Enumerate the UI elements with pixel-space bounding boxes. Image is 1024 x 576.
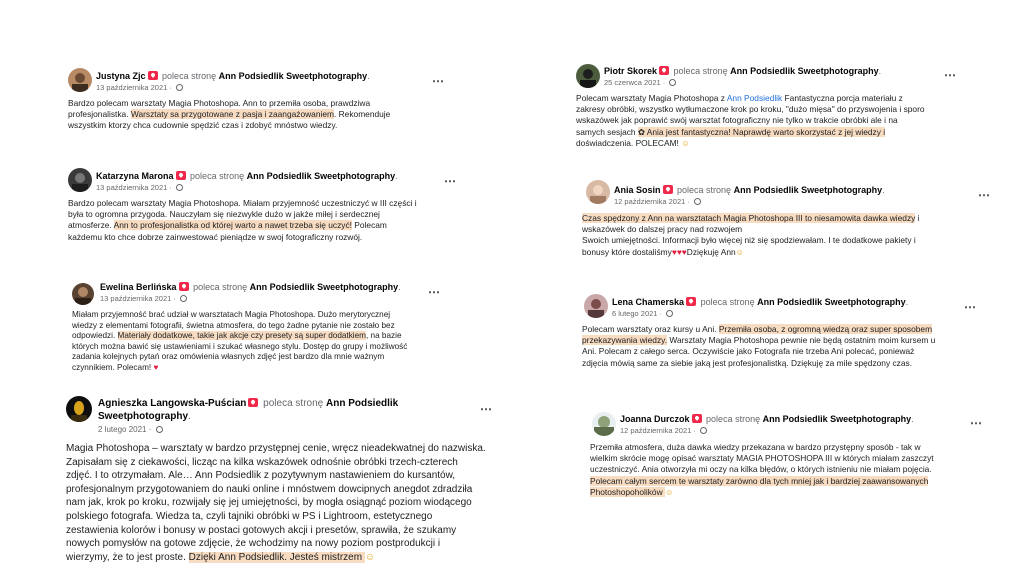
recommend-icon [179, 282, 189, 291]
text-segment: nam jak, krok po kroku, rozwijały się jej umiejętności, by mogła osiągnąć poziom wiodącego [66, 497, 472, 509]
review-line [72, 363, 407, 374]
review-line [66, 496, 486, 510]
recommends-text: poleca stronę [673, 66, 728, 76]
heart-emoji: ♥♥♥ [671, 246, 687, 257]
recommend-icon [148, 71, 158, 80]
recommends-text: poleca stronę [700, 297, 755, 307]
text-segment: Fantastyczna porcja materiału z [782, 93, 903, 103]
text-segment: wielkim skrócie mogę opisać warsztaty MAGIA PHOTOSHOPA III w których miałam zaszczyt [590, 453, 934, 464]
text-segment: . Rekomenduje [333, 109, 391, 120]
heart-emoji: ♥ [153, 362, 159, 372]
review-line [66, 524, 486, 538]
page-name[interactable]: Ann Podsiedlik [326, 398, 399, 409]
highlighted-text: Photoshopoholików [590, 486, 665, 497]
review-line [66, 456, 486, 470]
avatar[interactable] [586, 180, 610, 204]
text-segment: samych sesjach [576, 126, 638, 137]
review-text [582, 324, 935, 369]
text-segment: Swoich umiejętności. Informacji było więcej niż się spodziewałam. I te dodatkowe pakiety i [582, 235, 916, 246]
review-line [590, 476, 934, 487]
page-name[interactable]: Ann Podsiedlik Sweetphotography [762, 414, 912, 424]
text-segment: Bardzo polecam warsztaty Magia Photoshopa. Miałam przyjemność uczestniczyć w III części i [68, 198, 417, 208]
review-card-ania [578, 176, 1006, 268]
recommends-text: poleca stronę [190, 171, 245, 181]
post-date[interactable]: 6 lutego 2021 · [612, 309, 673, 319]
text-segment: była to ogromna przygoda. Nauczyłam się niezwykle dużo w jakże miłej i serdecznej [68, 209, 380, 220]
post-date[interactable]: 12 października 2021 · [620, 426, 707, 436]
recommend-icon [686, 297, 696, 306]
page-name[interactable]: Ann Podsiedlik Sweetphotography [730, 66, 879, 76]
author-name[interactable]: Ewelina Berlińska [100, 282, 177, 292]
recommend-icon [659, 66, 669, 75]
author-line [98, 397, 398, 410]
review-line [576, 138, 925, 149]
text-segment: profesjonalistka. [68, 109, 131, 120]
text-segment: czynnikiem. Polecam! [72, 362, 154, 372]
text-segment: Magia Photoshopa – warsztaty w bardzo przystępnej cenie, wręcz nieadekwatnej do nazwiska. [66, 443, 486, 454]
text-segment: każdemu kto chce dobrze zainwestować pieniądze w swoj fotograficzny rozwój. [68, 231, 363, 242]
globe-icon [176, 184, 183, 191]
author-line: Joanna Durczok poleca stronę Ann Podsiedlik Sweetphotography. [620, 414, 914, 424]
more-options-icon[interactable]: ⋯ [970, 416, 983, 430]
smile-emoji: ☺ [681, 137, 690, 148]
review-card-ewelina [60, 275, 460, 380]
text-segment: Polecam [351, 220, 387, 231]
recommend-icon [248, 398, 258, 407]
recommend-icon [176, 171, 186, 180]
author-name[interactable]: Agnieszka Langowska-Puścian [98, 398, 247, 409]
review-line [66, 483, 486, 497]
text-segment: Bardzo polecam warsztaty Magia Photoshopa. Ann to przemiła osoba, prawdziwa [68, 98, 371, 108]
recommends-text: poleca stronę [193, 282, 248, 292]
more-options-icon[interactable]: ⋯ [428, 285, 441, 299]
review-card-piotr [572, 58, 982, 158]
globe-icon [156, 426, 163, 433]
avatar[interactable] [584, 294, 608, 318]
review-line [576, 93, 925, 104]
text-segment: profesjonalnym przygotowaniem do nauki online i mnóstwem dowcipnych anegdot zdradziła [66, 483, 473, 495]
review-line [68, 209, 417, 220]
smile-emoji: ☺ [735, 246, 745, 257]
text-segment: , na bazie [366, 331, 402, 341]
mention-link[interactable]: Ann Podsiedlik [726, 93, 783, 103]
highlighted-text: Materiały dodatkowe, takie jak akcje czy presety są super dodatkiem [117, 331, 366, 341]
text-segment: doświadczenia. POLECAM! [576, 137, 682, 148]
text-segment: zestawienia kolorów i bonusy w postaci gotowych akcji i presetów, sprawiła, że szukamy [66, 524, 457, 536]
page-name[interactable]: Ann Podsiedlik Sweetphotography [757, 297, 906, 307]
review-text [72, 310, 407, 374]
text-segment: zadania kolejnych pytań oraz omówienia własnych zdjęć jest bardzo dla mnie ważnym [72, 352, 385, 362]
avatar[interactable] [68, 68, 92, 92]
more-options-icon[interactable]: ⋯ [480, 402, 493, 416]
globe-icon [694, 198, 701, 205]
text-segment: Miałam przyjemność brać udział w warsztatach Magia Photoshopa. Dużo merytorycznej [72, 310, 391, 319]
review-line [72, 342, 407, 353]
text-segment: Polecam warsztaty oraz kursy u Ani. [582, 324, 719, 334]
text-segment: zakresy obróbki, wszystko wytłumaczone krok po kroku, "dużo mięsa" do przyswojenia i sporo [576, 104, 925, 115]
review-line [582, 358, 935, 369]
more-options-icon[interactable]: ⋯ [964, 300, 977, 314]
globe-icon [176, 84, 183, 91]
avatar[interactable] [72, 283, 94, 305]
author-line: Justyna Zjc poleca stronę Ann Podsiedlik Sweetphotography. [96, 71, 370, 81]
author-line: Ania Sosin poleca stronę Ann Podsiedlik Sweetphotography. [614, 185, 885, 195]
avatar[interactable] [66, 396, 92, 422]
page-name[interactable]: Ann Podsiedlik Sweetphotography [246, 171, 396, 181]
review-line [72, 310, 407, 321]
review-line [68, 232, 417, 243]
highlighted-text: Czas spędzony z Ann na warsztatach Magia Photoshopa III to niesamowita dawka wiedzy [582, 213, 916, 223]
avatar[interactable] [68, 168, 92, 192]
review-line [582, 247, 920, 258]
text-segment: Polecam warsztaty Magia Photoshopa z [576, 93, 727, 103]
recommend-icon [692, 414, 702, 423]
review-card-joanna [588, 406, 1000, 516]
review-card-agnieszka [62, 390, 514, 576]
review-line [590, 442, 934, 453]
recommends-text: poleca stronę [706, 414, 761, 424]
more-options-icon[interactable]: ⋯ [444, 174, 457, 188]
review-line [66, 510, 486, 524]
author-name[interactable]: Justyna Zjc [96, 71, 146, 81]
text-segment: Warsztaty Magia Photoshopa pewnie nie będą ostatnim moim kursem u [667, 335, 936, 346]
text-segment: nowych pomysłów na gotowe zdjęcie, że wchodzimy na nowy poziom postprodukcji i [66, 538, 441, 550]
review-line [582, 324, 935, 335]
text-segment: wskazówek do dalszej pracy nad rozwojem [582, 224, 743, 235]
avatar[interactable] [576, 64, 600, 88]
globe-icon [669, 79, 676, 86]
text-segment: polskiego fotografa. Wiedza ta, czyli tajniki obróbki w PS i Lightroom, estetycznego [66, 510, 433, 522]
globe-icon [666, 310, 673, 317]
review-line [576, 127, 925, 138]
text-segment: Ani. Polecam z całego serca. Oczywiście jako Fotografa nie trzeba Ani polecać, ponieważ [582, 346, 915, 357]
text-segment: Zapisałam się z ciekawości, licząc na kilka wskazówek odnośnie obróbki trzech-czterech [66, 456, 458, 468]
author-name[interactable]: Piotr Skorek [604, 66, 658, 76]
smile-emoji: ☺ [364, 551, 376, 563]
review-text [582, 213, 920, 258]
review-line [582, 213, 920, 224]
more-options-icon[interactable]: ⋯ [978, 188, 991, 202]
review-text [66, 442, 486, 564]
author-name[interactable]: Lena Chamerska [612, 297, 685, 307]
page-name[interactable]: Ann Podsiedlik Sweetphotography [249, 282, 399, 292]
page-name-cont[interactable]: Sweetphotography [98, 411, 189, 422]
highlighted-text: Przemiła osoba, z ogromną wiedzą oraz super sposobem [718, 324, 933, 334]
highlighted-text: Warsztaty sa przygotowane z pasja i zaangażowaniem [130, 109, 334, 120]
review-line [590, 464, 934, 475]
recommends-text: poleca stronę [162, 71, 217, 81]
review-line [582, 235, 920, 246]
text-segment: i [915, 213, 920, 223]
author-line: Katarzyna Marona poleca stronę Ann Podsiedlik Sweetphotography. [96, 171, 398, 181]
review-line [72, 331, 407, 342]
page-name[interactable]: Ann Podsiedlik Sweetphotography [218, 71, 368, 81]
review-text [576, 93, 925, 149]
text-segment: wiedzy z elementami fotografii, świetna atmosfera, do tego żadne pytanie nie zostało bez [72, 320, 395, 330]
review-line [72, 321, 407, 332]
text-segment: odpowiedzi. [72, 331, 118, 341]
review-text [68, 98, 390, 132]
text-segment: zdjęcia mówią same za siebie jaką jest profesjonalistką. Dziękuję za mile spędzony czas. [582, 357, 913, 368]
review-card-katarzyna [60, 160, 472, 250]
author-name[interactable]: Ania Sosin [614, 185, 661, 195]
review-line [582, 346, 935, 357]
author-line-cont: Sweetphotography. [98, 411, 191, 422]
post-date[interactable]: 13 października 2021 · [96, 183, 183, 193]
recommend-icon [663, 185, 673, 194]
review-line [576, 115, 925, 126]
highlighted-text: Dzięki Ann Podsiedlik. Jesteś mistrzem [188, 551, 365, 563]
highlighted-text: przekazywania wiedzy. [582, 335, 668, 346]
text-segment: których można bawić się ustawieniami i szukać własnego stylu. Dostęp do grupy i możliwość [72, 341, 408, 351]
review-line [576, 104, 925, 115]
review-line [68, 109, 390, 120]
author-line: Ewelina Berlińska poleca stronę Ann Podsiedlik Sweetphotography. [100, 282, 401, 292]
review-text [590, 442, 934, 498]
review-card-justyna [60, 62, 460, 142]
text-segment: wszystkim ktorzy chca cudownie spędzić czas i zdobyć mnóstwo wiedzy. [68, 120, 338, 131]
review-line [66, 551, 486, 565]
review-line [66, 469, 486, 483]
text-segment: uczestniczyć. Ania otworzyła mi oczy na kilka błędów, o których istnieniu nie miałam pojęcia. [590, 464, 932, 475]
review-line [68, 198, 417, 209]
post-date[interactable]: 12 października 2021 · [614, 197, 701, 207]
text-segment: wierzymy, że to jest proste. [66, 551, 189, 563]
post-date[interactable]: 25 czerwca 2021 · [604, 78, 676, 88]
smile-emoji: ☺ [664, 486, 674, 497]
text-segment: Dziękuję Ann [686, 246, 736, 257]
author-name[interactable]: Joanna Durczok [620, 414, 690, 424]
more-options-icon[interactable]: ⋯ [944, 68, 957, 82]
review-line [590, 487, 934, 498]
text-segment: bonusy które dostaliśmy [582, 246, 672, 257]
review-line [68, 120, 390, 131]
highlighted-text: Polecam całym sercem te warsztaty zarówno dla tych mniej jak i bardziej zaawansowanych [590, 475, 929, 486]
review-line [68, 98, 390, 109]
text-segment: Przemiła atmosfera, duża dawka wiedzy przekazana w bardzo przystępny sposób - tak w [590, 442, 921, 452]
author-name[interactable]: Katarzyna Marona [96, 171, 174, 181]
text-segment: zdjęć. I to otrzymałam. Ale… Ann Podsiedlik z pozytywnym nastawieniem do kursantów, [66, 470, 456, 482]
highlighted-text: Ann to profesjonalistka od której warto a nawet trzeba się uczyć! [113, 220, 352, 231]
review-line [72, 352, 407, 363]
more-options-icon[interactable]: ⋯ [432, 74, 445, 88]
review-line [590, 453, 934, 464]
review-text [68, 198, 417, 243]
post-date[interactable]: 13 października 2021 · [96, 83, 183, 93]
review-card-lena [578, 290, 1002, 380]
review-line [68, 220, 417, 231]
review-line [66, 537, 486, 551]
text-segment: wskazówek jak poprawić swój warsztat fotograficzny nie tylko w trakcie obróbki ale i na [576, 115, 898, 126]
author-line: Lena Chamerska poleca stronę Ann Podsiedlik Sweetphotography. [612, 297, 909, 307]
post-date[interactable]: 13 października 2021 · [100, 294, 187, 304]
avatar[interactable] [592, 412, 616, 436]
post-date[interactable]: 2 lutego 2021 · [98, 425, 163, 435]
text-segment: atmosferze. [68, 220, 114, 231]
review-line [582, 335, 935, 346]
page-name[interactable]: Ann Podsiedlik Sweetphotography [733, 185, 883, 195]
recommends-text: poleca stronę [263, 398, 324, 409]
highlighted-text: ✿ Ania jest fantastyczna! Naprawdę warto skorzystać z jej wiedzy i [637, 126, 886, 137]
review-line [582, 224, 920, 235]
globe-icon [180, 295, 187, 302]
globe-icon [700, 427, 707, 434]
review-line [66, 442, 486, 456]
recommends-text: poleca stronę [677, 185, 732, 195]
author-line: Piotr Skorek poleca stronę Ann Podsiedlik Sweetphotography. [604, 66, 882, 76]
